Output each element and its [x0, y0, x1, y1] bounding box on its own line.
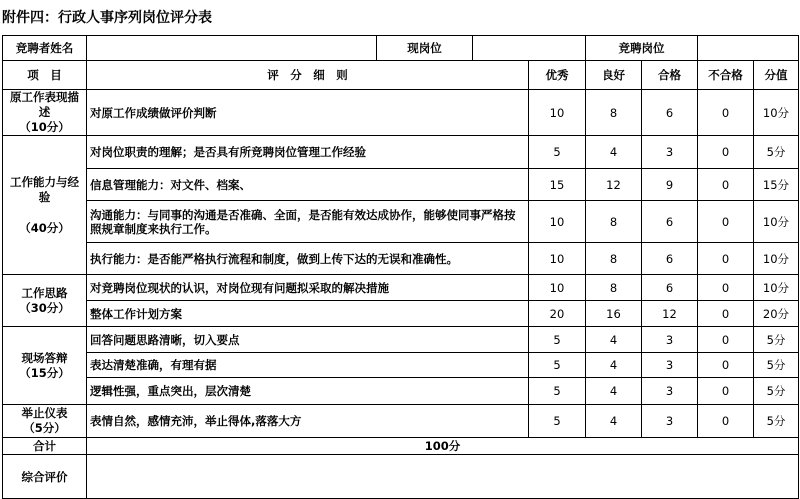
criterion-text: 对竞聘岗位现状的认识，对岗位现有问题拟采取的解决措施	[87, 275, 529, 301]
good-value: 4	[586, 327, 642, 353]
pass-value: 6	[642, 275, 698, 301]
points-value: 5分	[754, 378, 799, 405]
good-value: 12	[586, 169, 642, 201]
comment-label: 综合评价	[3, 455, 87, 499]
col-header-detail: 评 分 细 则	[87, 61, 529, 90]
criterion-text: 回答问题思路清晰，切入要点	[87, 327, 529, 353]
good-value: 8	[586, 90, 642, 136]
pass-value: 6	[642, 201, 698, 243]
comment-row	[3, 455, 799, 499]
criterion-text: 对原工作成绩做评价判断	[87, 90, 529, 136]
fail-value: 0	[698, 301, 754, 327]
excellent-value: 10	[529, 90, 586, 136]
excellent-value: 5	[529, 353, 586, 378]
pass-value: 6	[642, 90, 698, 136]
points-value: 10分	[754, 243, 799, 275]
points-value: 5分	[754, 136, 799, 169]
column-header-row	[3, 61, 799, 90]
table-row	[3, 169, 799, 201]
applicant-info-row	[3, 36, 799, 61]
criterion-text: 沟通能力：与同事的沟通是否准确、全面，是否能有效达成协作，能够使同事严格按照规章制度来执行工作。	[87, 201, 529, 243]
current-post-label: 现岗位	[377, 36, 473, 61]
criterion-text: 执行能力：是否能严格执行流程和制度，做到上传下达的无误和准确性。	[87, 243, 529, 275]
table-row	[3, 201, 799, 243]
excellent-value: 20	[529, 301, 586, 327]
points-value: 5分	[754, 353, 799, 378]
points-value: 15分	[754, 169, 799, 201]
category-name: 工作思路	[21, 285, 68, 300]
criterion-text: 表情自然，感情充沛，举止得体,落落大方	[87, 405, 529, 438]
fail-value: 0	[698, 327, 754, 353]
current-post-field[interactable]	[473, 36, 586, 61]
category-name: 工作能力与经验	[10, 174, 79, 204]
pass-value: 3	[642, 405, 698, 438]
good-value: 4	[586, 405, 642, 438]
table-row	[3, 405, 799, 438]
criterion-text: 表达清楚准确，有理有据	[87, 353, 529, 378]
good-value: 16	[586, 301, 642, 327]
document-title: 附件四：行政人事序列岗位评分表	[2, 10, 212, 26]
table-row	[3, 136, 799, 169]
category-cell-1	[3, 136, 87, 275]
category-cell-2	[3, 275, 87, 327]
category-points: （30分）	[19, 300, 70, 315]
criterion-text: 逻辑性强，重点突出，层次清楚	[87, 378, 529, 405]
good-value: 4	[586, 353, 642, 378]
table-row	[3, 275, 799, 301]
table-row	[3, 243, 799, 275]
table-row	[3, 353, 799, 378]
col-header-fail: 不合格	[698, 61, 754, 90]
total-value: 100分	[87, 438, 799, 455]
points-value: 10分	[754, 275, 799, 301]
category-points: （40分）	[19, 220, 70, 235]
fail-value: 0	[698, 353, 754, 378]
scoring-table	[2, 35, 799, 499]
applicant-name-label: 竞聘者姓名	[3, 36, 87, 61]
table-row	[3, 301, 799, 327]
points-value: 5分	[754, 405, 799, 438]
pass-value: 6	[642, 243, 698, 275]
fail-value: 0	[698, 275, 754, 301]
fail-value: 0	[698, 243, 754, 275]
excellent-value: 15	[529, 169, 586, 201]
good-value: 4	[586, 136, 642, 169]
fail-value: 0	[698, 405, 754, 438]
category-cell-4	[3, 405, 87, 438]
total-label: 合计	[3, 438, 87, 455]
good-value: 8	[586, 275, 642, 301]
target-post-label: 竞聘岗位	[586, 36, 698, 61]
col-header-item: 项 目	[3, 61, 87, 90]
pass-value: 3	[642, 327, 698, 353]
excellent-value: 10	[529, 243, 586, 275]
pass-value: 12	[642, 301, 698, 327]
table-row	[3, 378, 799, 405]
total-row	[3, 438, 799, 455]
points-value: 20分	[754, 301, 799, 327]
pass-value: 3	[642, 378, 698, 405]
criterion-text: 信息管理能力：对文件、档案、	[87, 169, 529, 201]
category-name: 举止仪表	[21, 406, 68, 420]
fail-value: 0	[698, 169, 754, 201]
pass-value: 9	[642, 169, 698, 201]
table-row	[3, 90, 799, 136]
criterion-text: 对岗位职责的理解；是否具有所竞聘岗位管理工作经验	[87, 136, 529, 169]
fail-value: 0	[698, 378, 754, 405]
excellent-value: 5	[529, 327, 586, 353]
points-value: 5分	[754, 327, 799, 353]
good-value: 8	[586, 201, 642, 243]
category-name: 原工作表现描述	[10, 90, 79, 119]
pass-value: 3	[642, 136, 698, 169]
category-points: （15分）	[19, 365, 70, 380]
excellent-value: 5	[529, 378, 586, 405]
pass-value: 3	[642, 353, 698, 378]
excellent-value: 5	[529, 136, 586, 169]
applicant-name-field[interactable]	[87, 36, 377, 61]
criterion-text: 整体工作计划方案	[87, 301, 529, 327]
table-row	[3, 327, 799, 353]
points-value: 10分	[754, 201, 799, 243]
good-value: 8	[586, 243, 642, 275]
excellent-value: 10	[529, 275, 586, 301]
comment-field[interactable]	[87, 455, 799, 499]
points-value: 10分	[754, 90, 799, 136]
col-header-pass: 合格	[642, 61, 698, 90]
fail-value: 0	[698, 201, 754, 243]
excellent-value: 10	[529, 201, 586, 243]
fail-value: 0	[698, 136, 754, 169]
col-header-points: 分值	[754, 61, 799, 90]
category-name: 现场答辩	[21, 350, 68, 365]
col-header-good: 良好	[586, 61, 642, 90]
fail-value: 0	[698, 90, 754, 136]
target-post-field[interactable]	[698, 36, 799, 61]
category-points: （5分）	[23, 421, 66, 435]
good-value: 4	[586, 378, 642, 405]
category-cell-0	[3, 90, 87, 136]
excellent-value: 5	[529, 405, 586, 438]
category-points: （10分）	[19, 120, 70, 134]
col-header-excellent: 优秀	[529, 61, 586, 90]
category-cell-3	[3, 327, 87, 405]
